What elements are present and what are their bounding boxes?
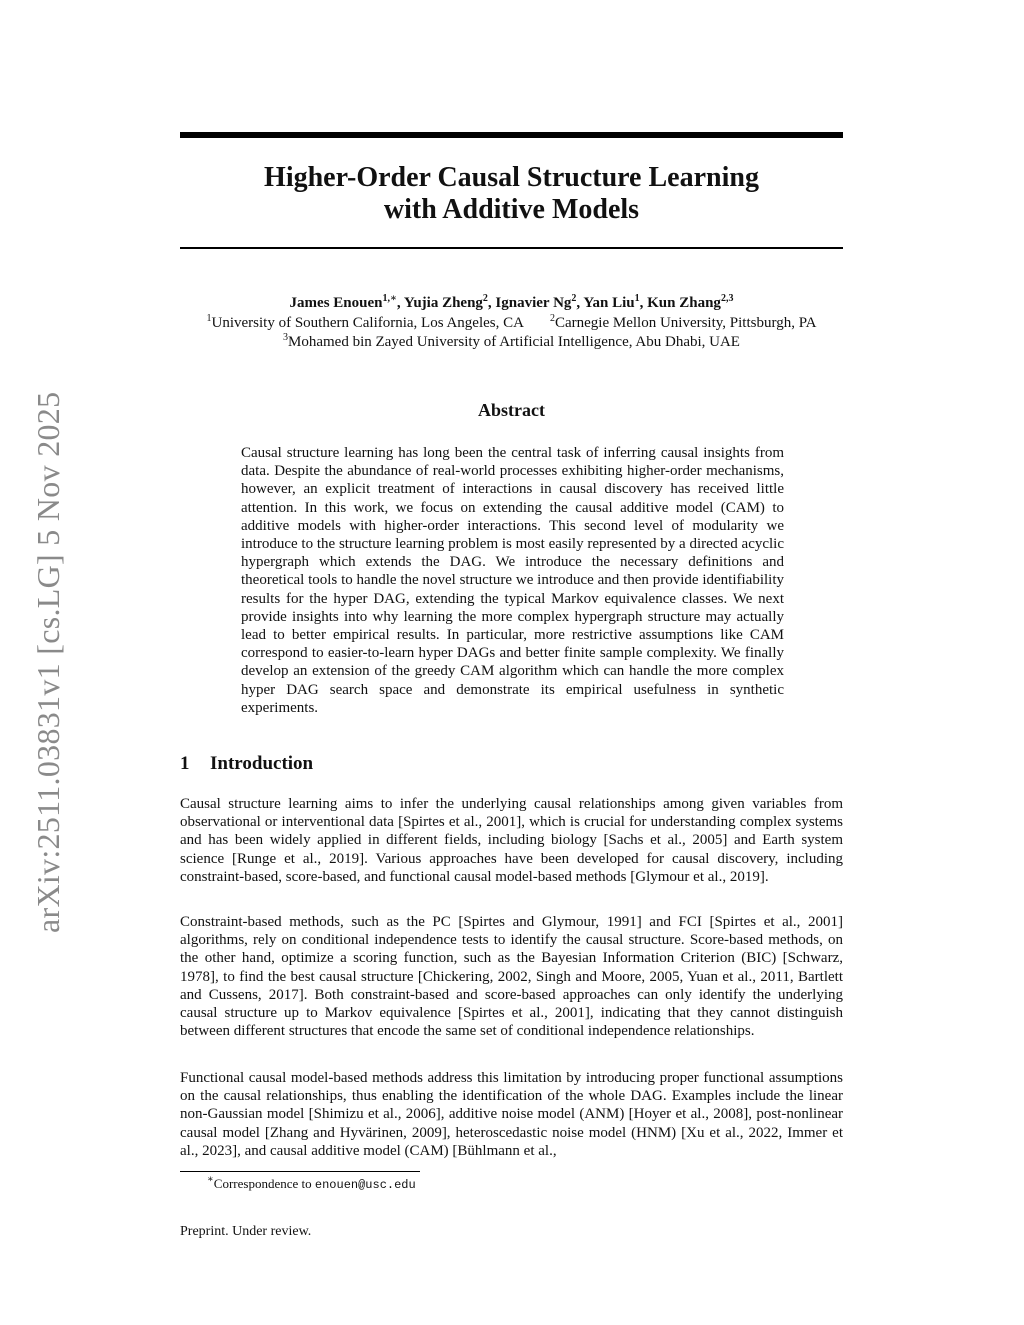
abstract-heading: Abstract: [478, 400, 545, 420]
author-list: [180, 294, 843, 313]
author-name: Yujia Zheng: [403, 295, 483, 311]
affiliation-mbzuai: Mohamed bin Zayed University of Artificial Intelligence, Abu Dhabi, UAE: [288, 334, 740, 350]
intro-paragraph-3: Functional causal model-based methods address this limitation by introducing proper functional assumptions on the causal relationships, thus enabling the identification of the whole DAG. Examples include the linear non-Gaussian model [Shimizu et al., 2006], additive noise model (ANM) [Hoyer et al., 2008], post-nonlinear causal model [Zhang and Hyvärinen, 2009], heteroscedastic noise model (HNM) [Xu et al., 2022, Immer et al., 2023], and causal additive model (CAM) [Bühlmann et al.,: [180, 1070, 843, 1159]
title-line-2: with Additive Models: [383, 194, 640, 225]
intro-paragraph-1: Causal structure learning aims to infer the underlying causal relationships among given variables from observational or interventional data [Spirtes et al., 2001], which is crucial for understanding complex systems and has been widely applied in different fields, including biology [Sachs et al., 2005] and Earth system science [Runge et al., 2019]. Various approaches have been developed for causal discovery, including constraint-based, score-based, and functional causal model-based methods [Glymour et al., 2019].: [180, 796, 843, 885]
affiliations-line-1: [150, 314, 873, 333]
title-line-1: Higher-Order Causal Structure Learning: [264, 162, 759, 193]
preprint-notice: Preprint. Under review.: [180, 1224, 312, 1239]
footnote-mark: ∗: [207, 1174, 214, 1185]
title-bottom-rule: [180, 247, 843, 249]
footnote: [207, 1175, 416, 1194]
section-number: 1: [180, 753, 190, 774]
paper-title: [180, 162, 843, 226]
author-affiliation-mark: 1: [634, 293, 640, 304]
title-top-rule: [180, 132, 843, 138]
intro-paragraph-2: Constraint-based methods, such as the PC [Spirtes and Glymour, 1991] and FCI [Spirtes et al., 2001] algorithms, rely on conditional independence tests to identify the causal structure. Score-based methods, on the other hand, optimize a scoring function, such as the Bayesian Information Criterion (BIC) [Schwarz, 1978], to find the best causal structure [Chickering, 2002, Singh and Moore, 2005, Yuan et al., 2011, Bartlett and Cussens, 2017]. Both constraint-based and score-based approaches can only identify the underlying causal structure up to Markov equivalence [Spirtes et al., 2001], indicating that they cannot distinguish between different structures that encode the same set of conditional independence relationships.: [180, 914, 843, 1040]
author-affiliation-mark: 2,3: [720, 293, 734, 304]
section-title: Introduction: [210, 753, 314, 774]
author-name: James Enouen: [289, 295, 383, 311]
section-heading-introduction: [180, 753, 313, 775]
footnote-text: Correspondence to: [213, 1176, 315, 1191]
affiliation-mark: 2: [549, 313, 555, 324]
footnote-email: enouen@usc.edu: [314, 1178, 416, 1192]
author-affiliation-mark: 1,∗: [382, 293, 397, 304]
author-separator: ,: [576, 295, 584, 311]
author-name: Yan Liu: [583, 295, 635, 311]
affiliation-usc: University of Southern California, Los Angeles, CA: [211, 315, 524, 331]
author-separator: ,: [396, 295, 404, 311]
author-affiliation-mark: 2: [571, 293, 577, 304]
affiliations-line-2: [150, 333, 873, 352]
author-separator: ,: [639, 295, 648, 311]
author-name: Ignavier Ng: [495, 295, 572, 311]
author-separator: ,: [487, 295, 496, 311]
footnote-rule: [180, 1171, 420, 1172]
abstract-text: Causal structure learning has long been the central task of inferring causal insights from data. Despite the abundance of real-world processes exhibiting higher-order mechanisms, however, an explicit treatment of interactions in causal discovery has received little attention. In this work, we focus on extending the causal additive model (CAM) to additive models with higher-order interactions. This second level of modularity we introduce to the structure learning problem is most easily represented by a directed acyclic hypergraph which extends the DAG. We introduce the necessary definitions and theoretical tools to handle the novel structure we introduce and then provide identifiability results for the hyper DAG, extending the typical Markov equivalence classes. We next provide insights into why learning the more complex hypergraph structure may actually lead to better empirical results. In particular, more restrictive assumptions like CAM correspond to easier-to-learn hyper DAGs and better finite sample complexity. We finally develop an extension of the greedy CAM algorithm which can handle the more complex hyper DAG search space and demonstrate its empirical usefulness in synthetic experiments.: [241, 445, 784, 716]
author-affiliation-mark: 2: [482, 293, 488, 304]
author-name: Kun Zhang: [647, 295, 721, 311]
arxiv-identifier: arXiv:2511.03831v1 [cs.LG] 5 Nov 2025: [30, 391, 66, 933]
affiliation-mark: 3: [283, 332, 288, 343]
affiliation-cmu: Carnegie Mellon University, Pittsburgh, PA: [554, 315, 817, 331]
affiliation-mark: 1: [206, 313, 212, 324]
